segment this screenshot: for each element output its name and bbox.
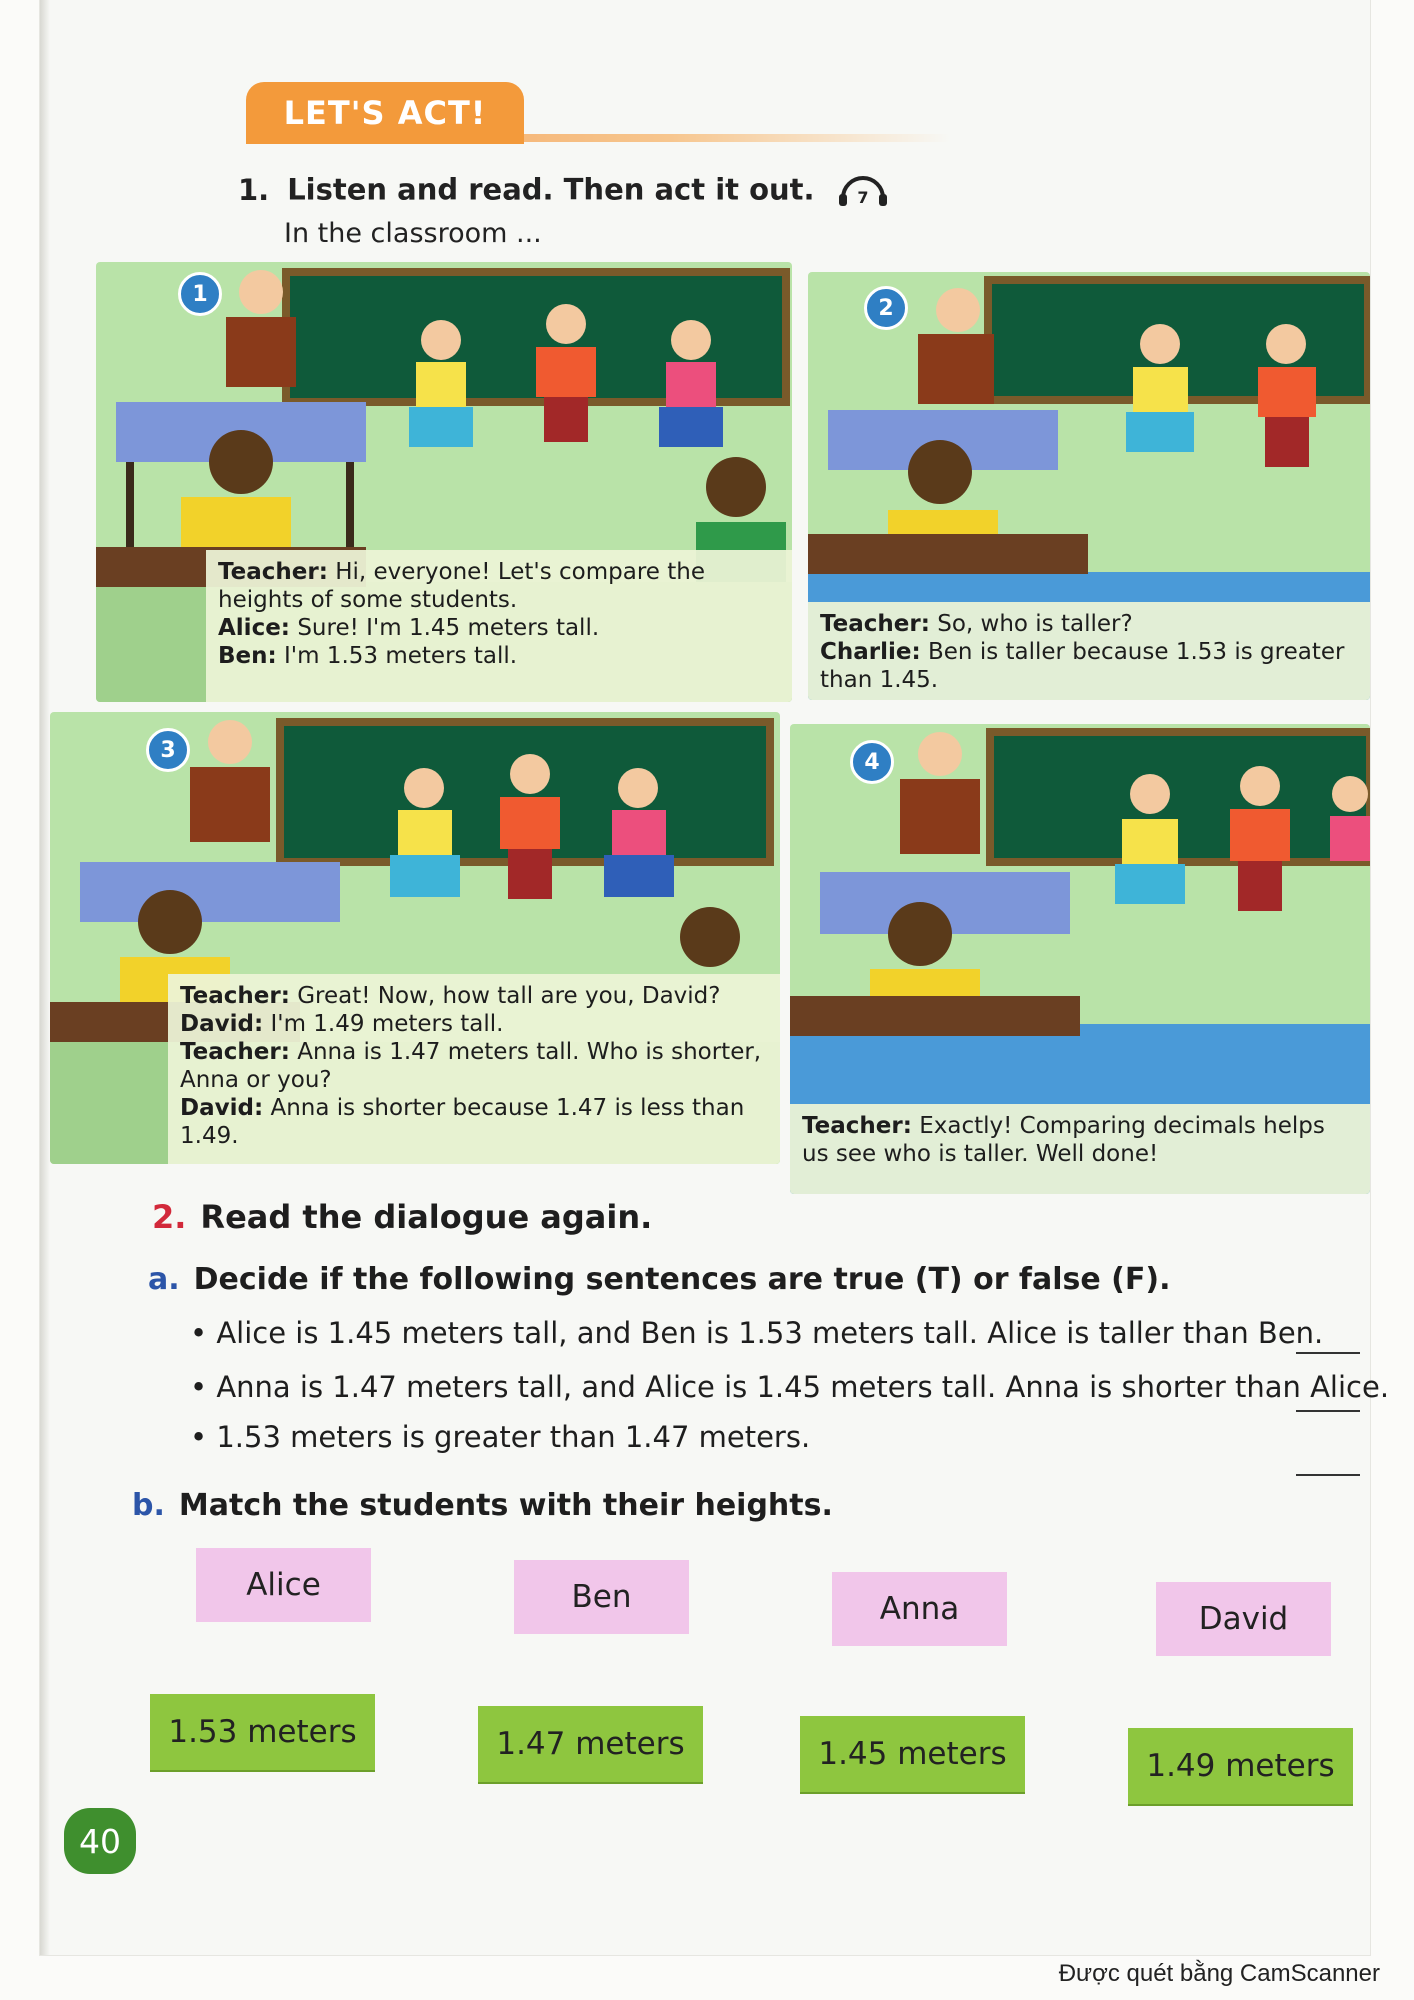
dialogue-text: I'm 1.53 meters tall. (284, 643, 518, 669)
answer-blank-3[interactable] (1296, 1474, 1360, 1476)
speaker-name: Teacher: (820, 611, 930, 637)
dialogue-line (802, 1112, 1358, 1168)
true-false-statement-3 (190, 1420, 810, 1454)
dialogue-text: Sure! I'm 1.45 meters tall. (297, 615, 600, 641)
dialogue-line (820, 610, 1358, 638)
dialogue-text: I'm 1.49 meters tall. (270, 1011, 504, 1037)
comic-panel-1 (96, 262, 792, 702)
name-card-ben[interactable]: Ben (514, 1560, 689, 1634)
camscanner-watermark: Được quét bằng CamScanner (1058, 1960, 1380, 1987)
comic-panel-2 (808, 272, 1370, 700)
bullet: • (190, 1420, 208, 1454)
height-card-1-49[interactable]: 1.49 meters (1128, 1728, 1353, 1804)
name-card-david[interactable]: David (1156, 1582, 1331, 1656)
exercise1-number: 1. (238, 172, 270, 207)
speaker-name: David: (180, 1095, 264, 1121)
dialogue-text: So, who is taller? (937, 611, 1133, 637)
page-edge-shadow (40, 0, 50, 1955)
true-false-statement-1 (190, 1316, 1323, 1350)
dialogue-line (180, 1094, 768, 1150)
dialogue-line (180, 1038, 768, 1094)
panel-number-2: 2 (864, 286, 908, 330)
speaker-name: Ben: (218, 643, 277, 669)
speaker-name: Charlie: (820, 639, 921, 665)
panel-number-1: 1 (178, 272, 222, 316)
section-tab: LET'S ACT! (246, 82, 524, 144)
height-card-1-47[interactable]: 1.47 meters (478, 1706, 703, 1782)
panel-number-3: 3 (146, 728, 190, 772)
statement-text: Alice is 1.45 meters tall, and Ben is 1.53 meters tall. Alice is taller than Ben. (216, 1316, 1324, 1350)
dialogue-line (218, 642, 780, 670)
answer-blank-1[interactable] (1296, 1352, 1360, 1354)
bullet: • (190, 1370, 208, 1404)
headphones-audio-icon[interactable] (835, 168, 891, 215)
exercise2a-heading (148, 1262, 1170, 1297)
speaker-name: Teacher: (802, 1113, 912, 1139)
dialogue-line (218, 614, 780, 642)
part-b-letter: b. (132, 1488, 165, 1523)
exercise2-heading (152, 1198, 652, 1236)
dialogue-text: Anna is 1.47 meters tall. Who is shorter, Anna or you? (180, 1039, 762, 1093)
dialogue-line (180, 982, 768, 1010)
comic-panel-4 (790, 724, 1370, 1194)
speaker-name: Teacher: (180, 983, 290, 1009)
name-card-alice[interactable]: Alice (196, 1548, 371, 1622)
dialogue-line (820, 638, 1358, 694)
speaker-name: Teacher: (180, 1039, 290, 1065)
panel-4-dialogue (790, 1104, 1370, 1194)
panel-number-4: 4 (850, 740, 894, 784)
exercise2-number: 2. (152, 1198, 187, 1236)
dialogue-text: Exactly! Comparing decimals helps us see who is taller. Well done! (802, 1113, 1325, 1167)
answer-blank-2[interactable] (1296, 1410, 1360, 1412)
panel-1-dialogue (206, 550, 792, 702)
true-false-statement-2 (190, 1370, 1389, 1404)
statement-text: 1.53 meters is greater than 1.47 meters. (216, 1420, 811, 1454)
height-card-1-45[interactable]: 1.45 meters (800, 1716, 1025, 1792)
part-a-text: Decide if the following sentences are true (T) or false (F). (193, 1262, 1171, 1297)
dialogue-text: Ben is taller because 1.53 is greater than 1.45. (820, 639, 1345, 693)
height-card-1-53[interactable]: 1.53 meters (150, 1694, 375, 1770)
exercise1-text: Listen and read. Then act it out. (287, 172, 815, 207)
exercise2b-heading (132, 1488, 833, 1523)
panel-2-dialogue (808, 602, 1370, 700)
part-b-text: Match the students with their heights. (178, 1488, 833, 1523)
page-number: 40 (64, 1808, 136, 1874)
panel-3-dialogue (168, 974, 780, 1164)
audio-track-number: 7 (857, 188, 869, 207)
part-a-letter: a. (148, 1262, 180, 1297)
speaker-name: Alice: (218, 615, 290, 641)
speaker-name: Teacher: (218, 559, 328, 585)
dialogue-line (218, 558, 780, 614)
statement-text: Anna is 1.47 meters tall, and Alice is 1.45 meters tall. Anna is shorter than Alice. (216, 1370, 1390, 1404)
name-card-anna[interactable]: Anna (832, 1572, 1007, 1646)
dialogue-text: Hi, everyone! Let's compare the heights of some students. (218, 559, 706, 613)
dialogue-text: Great! Now, how tall are you, David? (297, 983, 721, 1009)
dialogue-text: Anna is shorter because 1.47 is less than 1.49. (180, 1095, 745, 1149)
speaker-name: David: (180, 1011, 264, 1037)
exercise2-text: Read the dialogue again. (200, 1198, 653, 1236)
comic-panel-3 (50, 712, 780, 1164)
exercise1-instruction (238, 168, 891, 215)
dialogue-subtitle: In the classroom ... (284, 218, 542, 249)
bullet: • (190, 1316, 208, 1350)
dialogue-line (180, 1010, 768, 1038)
